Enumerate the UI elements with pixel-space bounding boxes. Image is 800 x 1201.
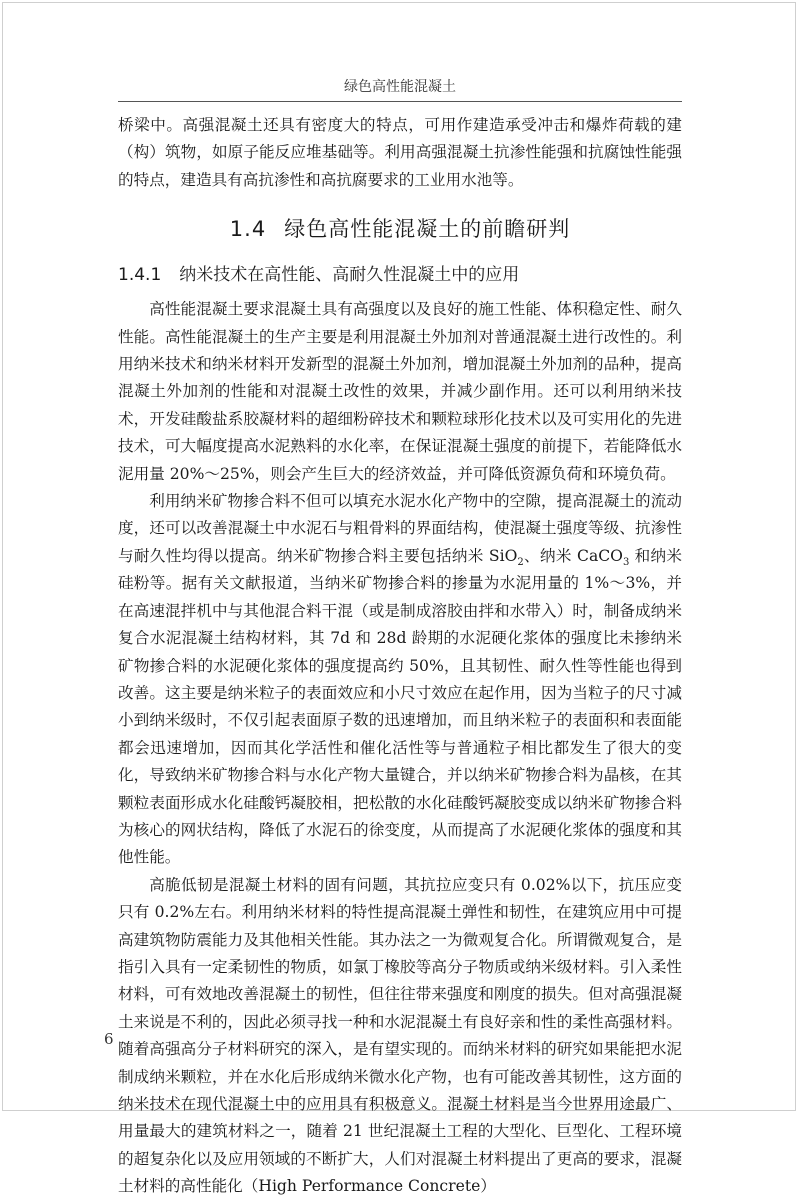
section-heading [118,215,682,243]
paragraph-2-part-c: 和纳米硅粉等。据有关文献报道，当纳米矿物掺合料的掺量为水泥用量的 1%～3%，并在高速混拌机中与其他混合料干混（或是制成溶胶由拌和水带入）时，制备成纳米复合水泥混凝土结构材料，其 7d 和 28d 龄期的水泥硬化浆体的强度比未掺纳米矿物掺合料的水泥硬化浆体的强度提高约 50%，且其韧性、耐久性等性能也得到改善。这主要是纳米粒子的表面效应和小尺寸效应在起作用，因为当粒子的尺寸减小到纳米级时，不仅引起表面原子数的迅速增加，而且纳米粒子的表面积和表面能都会迅速增加，因而其化学活性和催化活性等与普通粒子相比都发生了很大的变化，导致纳米矿物掺合料与水化产物大量键合，并以纳米矿物掺合料为晶核，在其颗粒表面形成水化硅酸钙凝胶相，把松散的水化硅酸钙凝胶变成以纳米矿物掺合料为核心的网状结构，降低了水泥石的徐变度，从而提高了水泥硬化浆体的强度和其他性能。 [118,546,682,867]
intro-paragraph: 桥梁中。高强混凝土还具有密度大的特点，可用作建造承受冲击和爆炸荷载的建（构）筑物，如原子能反应堆基础等。利用高强混凝土抗渗性能强和抗腐蚀性能强的特点，建造具有高抗渗性和高抗腐要求的工业用水池等。 [118,116,682,189]
page-number: 6 [104,1030,114,1048]
section-number: 1.4 [229,217,267,242]
header-rule [118,101,682,102]
section-title: 绿色高性能混凝土的前瞻研判 [284,217,571,242]
paragraph-2 [118,488,682,872]
subscript-3: 3 [622,556,630,568]
page-body [118,112,682,1201]
running-header-title: 绿色高性能混凝土 [344,79,456,95]
subsection-number: 1.4.1 [118,265,162,286]
subsection-title: 纳米技术在高性能、高耐久性混凝土中的应用 [179,265,520,286]
paragraph-1: 高性能混凝土要求混凝土具有高强度以及良好的施工性能、体积稳定性、耐久性能。高性能混凝土的生产主要是利用混凝土外加剂对普通混凝土进行改性的。利用纳米技术和纳米材料开发新型的混凝土外加剂，增加混凝土外加剂的品种，提高混凝土外加剂的性能和对混凝土改性的效果，并减少副作用。还可以利用纳米技术，开发硅酸盐系胶凝材料的超细粉碎技术和颗粒球形化技术以及可实用化的先进技术，可大幅度提高水泥熟料的水化率，在保证混凝土强度的前提下，若能降低水泥用量 20%～25%，则会产生巨大的经济效益，并可降低资源负荷和环境负荷。 [118,300,682,483]
subscript-2: 2 [517,556,524,568]
paragraph-3: 高脆低韧是混凝土材料的固有问题，其抗拉应变只有 0.02%以下，抗压应变只有 0.2%左右。利用纳米材料的特性提高混凝土弹性和韧性，在建筑应用中可提高建筑物防震能力及其他相关性能。其办法之一为微观复合化。所谓微观复合，是指引入具有一定柔韧性的物质，如氯丁橡胶等高分子物质或纳米级材料。引入柔性材料，可有效地改善混凝土的韧性，但往往带来强度和刚度的损失。但对高强混凝土来说是不利的，因此必须寻找一种和水泥混凝土有良好亲和性的柔性高强材料。随着高强高分子材料研究的深入，是有望实现的。而纳米材料的研究如果能把水泥制成纳米颗粒，并在水化后形成纳米微水化产物，也有可能改善其韧性，这方面的纳米技术在现代混凝土中的应用具有积极意义。混凝土材料是当今世界用途最广、用量最大的建筑材料之一，随着 21 世纪混凝土工程的大型化、巨型化、工程环境的超复杂化以及应用领域的不断扩大，人们对混凝土材料提出了更高的要求，混凝土材料的高性能化（High Performance Concrete） [118,875,682,1196]
paragraph-2-part-b: 、纳米 CaCO [523,546,623,565]
paragraph-2-part-a: 利用纳米矿物掺合料不但可以填充水泥水化产物中的空隙，提高混凝土的流动度，还可以改善混凝土中水泥石与粗骨料的界面结构，使混凝土强度等级、抗渗性与耐久性均得以提高。纳米矿物掺合料主要包括纳米 SiO [118,492,682,565]
subsection-heading [118,261,682,289]
